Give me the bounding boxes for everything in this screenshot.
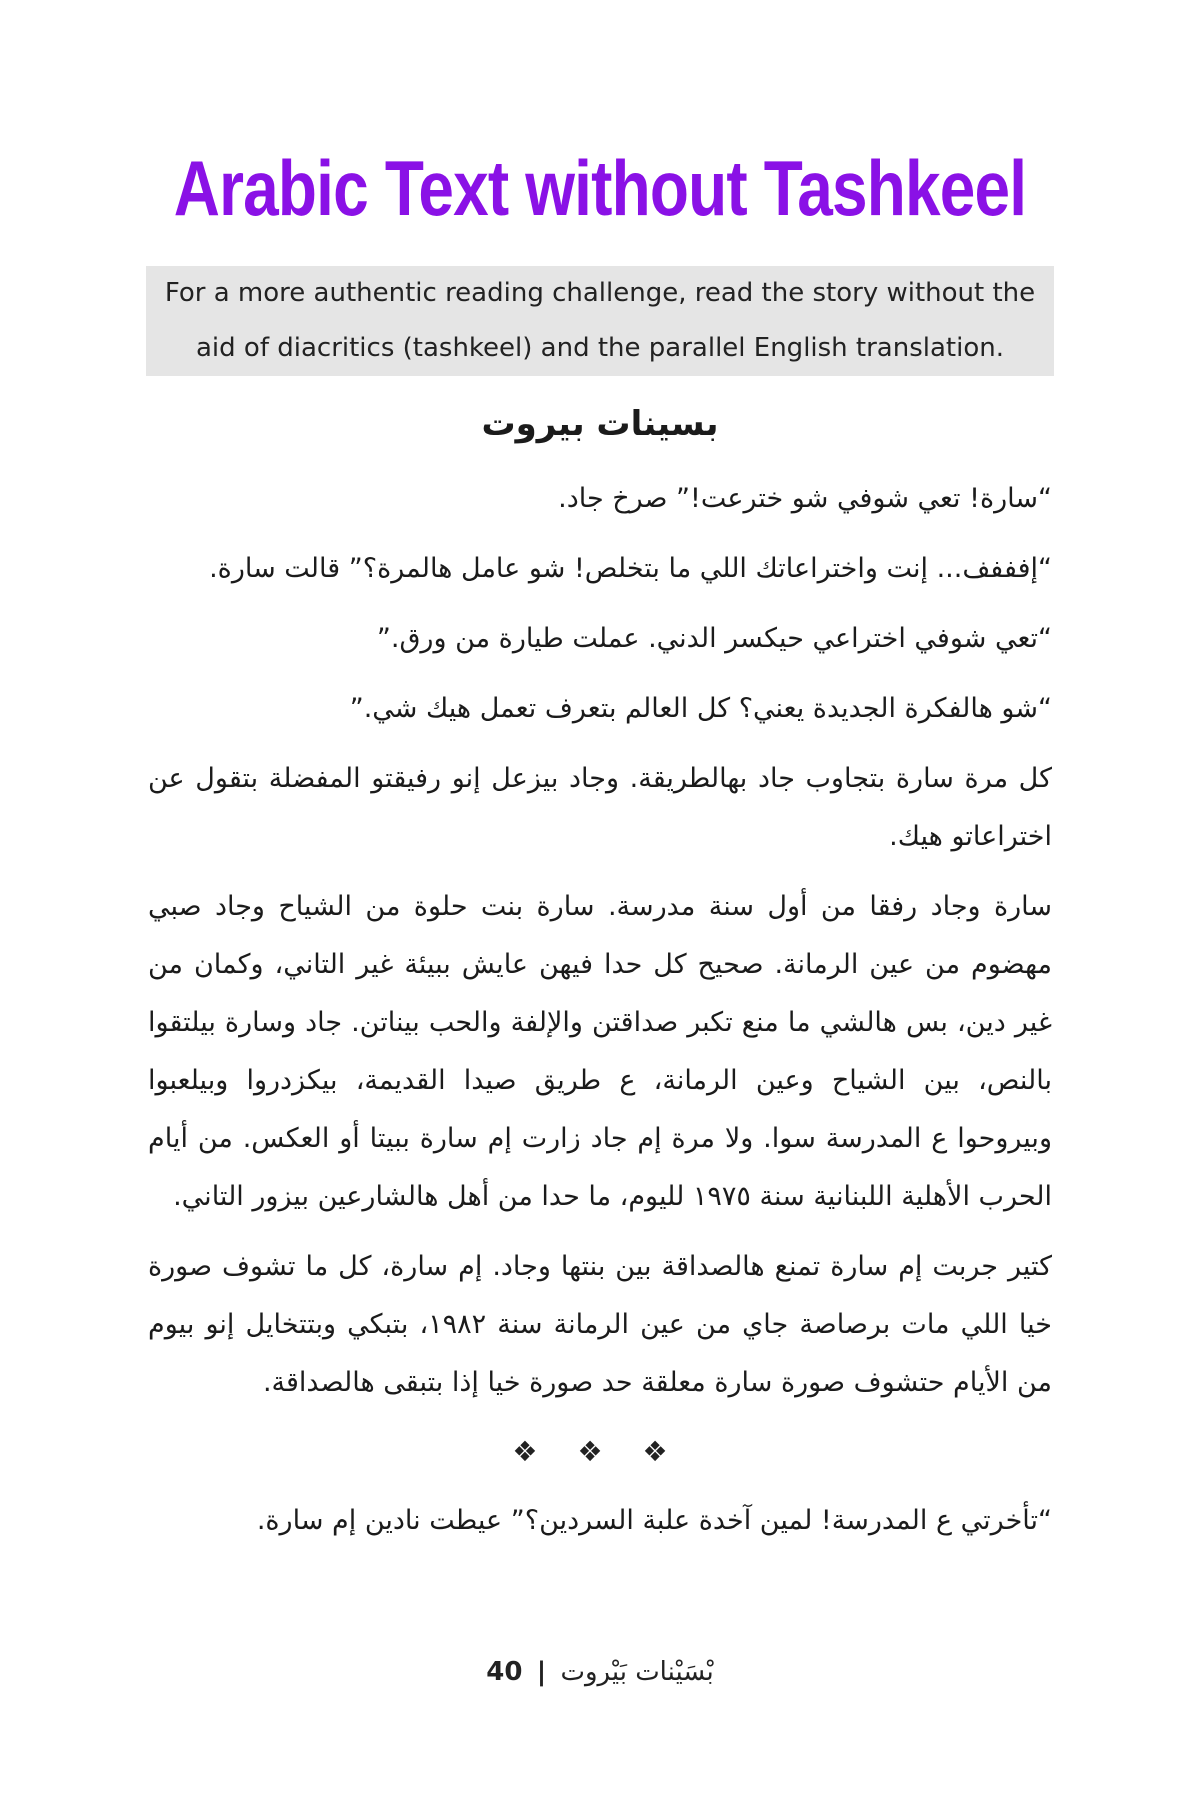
paragraph: “إفففف... إنت واختراعاتك اللي ما بتخلص! شو عامل هالمرة؟” قالت سارة. [209, 553, 1052, 584]
diamond-ornament-icon: ❖ [512, 1435, 558, 1468]
page-title: Arabic Text without Tashkeel [173, 144, 1027, 232]
paragraph: سارة وجاد رفقا من أول سنة مدرسة. سارة بنت حلوة من الشياح وجاد صبي مهضوم من عين الرمانة. صحيح كل حدا فيهن عايش ببيئة غير التاني، وكمان من غير دين، بس هالشي ما منع تكبر صداقتن والإلفة والحب بيناتن. جاد وسارة بيلتقوا بالنص، بين الشياح وعين الرمانة، ع طريق صيدا القديمة، بيكزدروا وبيلعبوا وبيروحوا ع المدرسة سوا. ولا مرة إم جاد زارت إم سارة ببيتا أو العكس. من أيام الحرب الأهلية اللبنانية سنة ١٩٧٥ لليوم، ما حدا من أهل هالشارعين بيزور التاني. [148, 891, 1052, 1212]
paragraph: “سارة! تعي شوفي شو خترعت!” صرخ جاد. [558, 483, 1052, 514]
paragraph: “تعي شوفي اختراعي حيكسر الدني. عملت طيارة من ورق.” [376, 623, 1052, 654]
paragraph: “تأخرتي ع المدرسة! لمين آخدة علبة السردين؟” عيطت نادين إم سارة. [256, 1505, 1052, 1536]
section-divider [148, 1432, 1052, 1472]
story-title: بسينات بيروت [481, 404, 719, 444]
paragraph: كل مرة سارة بتجاوب جاد بهالطريقة. وجاد بيزعل إنو رفيقتو المفضلة بتقول عن اختراعاتو هيك. [148, 763, 1052, 852]
footer-separator: | [536, 1657, 547, 1687]
diamond-ornament-icon: ❖ [642, 1435, 688, 1468]
footer-book-title: بْسَيْنات بَيْروت [560, 1657, 714, 1687]
paragraph: كتير جربت إم سارة تمنع هالصداقة بين بنتها وجاد. إم سارة، كل ما تشوف صورة خيا اللي مات برصاصة جاي من عين الرمانة سنة ١٩٨٢، بتبكي وبتتخايل إنو بيوم من الأيام حتشوف صورة سارة معلقة حد صورة خيا إذا بتبقى هالصداقة. [148, 1251, 1052, 1398]
page-number: 40 [486, 1657, 523, 1687]
intro-line-1: For a more authentic reading challenge, read the story without the [164, 278, 1036, 308]
intro-line-2: aid of diacritics (tashkeel) and the parallel English translation. [195, 333, 1004, 363]
page-footer [0, 1652, 1200, 1692]
diamond-ornament-icon: ❖ [577, 1435, 623, 1468]
story-body [148, 470, 1052, 1562]
intro-box [146, 266, 1054, 376]
paragraph: “شو هالفكرة الجديدة يعني؟ كل العالم بتعرف تعمل هيك شي.” [349, 693, 1052, 724]
